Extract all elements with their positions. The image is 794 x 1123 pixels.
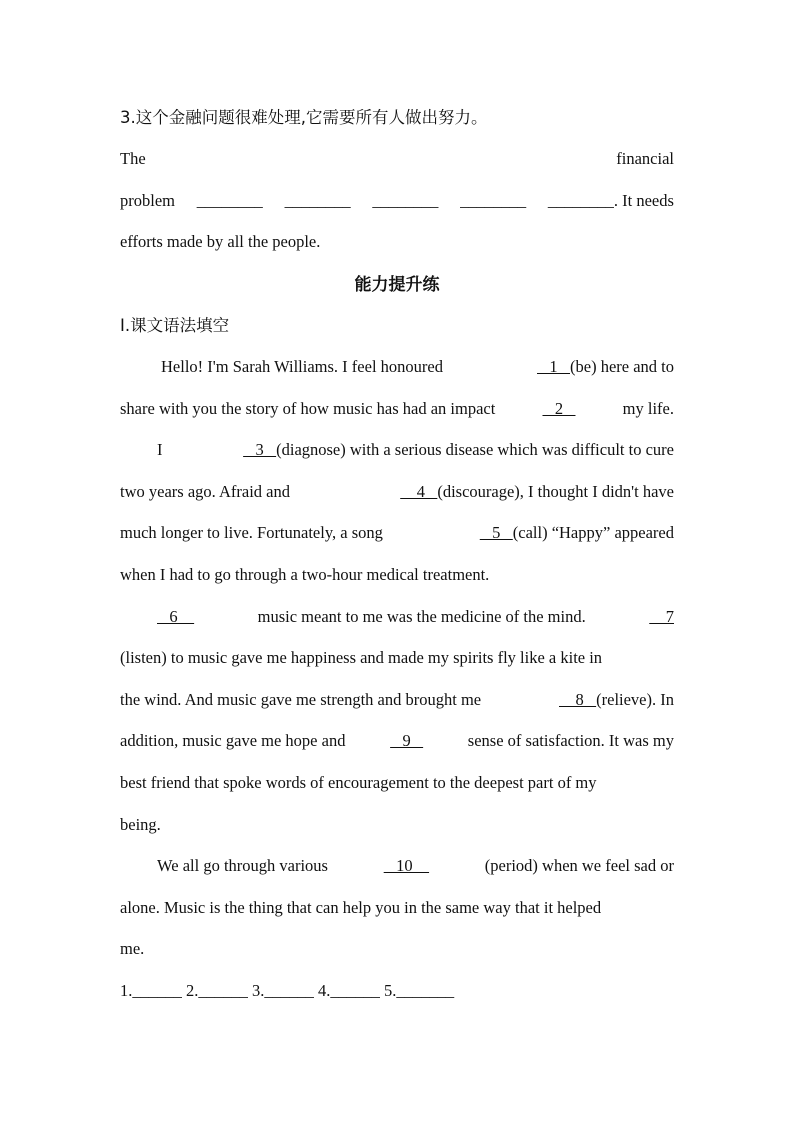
task3-line2 xyxy=(120,191,674,211)
p4-text-a: We all go through various xyxy=(157,856,328,875)
p2-text-g: (call) “Happy” appeared xyxy=(512,523,674,542)
answer-blank-4[interactable]: ______ xyxy=(330,981,380,1000)
p4-line2: alone. Music is the thing that can help you in the same way that it helped xyxy=(120,898,602,917)
p3-text-g: sense of satisfaction. It was my xyxy=(467,731,674,750)
task3-word-problem: problem xyxy=(120,191,175,210)
blank-6[interactable]: 6 xyxy=(157,607,195,626)
p1-blank-wrap xyxy=(537,357,674,377)
p1-text-c: (be) here and to xyxy=(570,357,674,376)
p1-text-d: share with you the story of how music has had an impact xyxy=(120,399,496,418)
p4-line1 xyxy=(120,856,674,876)
task3-blank-1[interactable]: ________ xyxy=(196,191,263,210)
p2-text-a: I xyxy=(157,440,163,459)
p2-line4: when I had to go through a two-hour medical treatment. xyxy=(120,565,490,584)
blank-10[interactable]: 10 xyxy=(383,856,430,875)
p2-line1 xyxy=(120,440,674,460)
p3-line3 xyxy=(120,690,674,710)
p2-blank4-wrap xyxy=(400,482,674,502)
answer-num-1: 1. xyxy=(120,981,133,1000)
answer-blank-1[interactable]: ______ xyxy=(132,981,182,1000)
p2-text-c: (diagnose) with a serious disease which was difficult to cure xyxy=(276,440,674,459)
p1-text-a: Hello! I'm Sarah Williams. I feel honoured xyxy=(161,357,443,376)
p2-line3 xyxy=(120,523,674,543)
blank-8[interactable]: 8 xyxy=(559,690,597,709)
task3-blank-5-wrap xyxy=(548,191,674,211)
task3-blank-4[interactable]: ________ xyxy=(460,191,527,210)
blank-9[interactable]: 9 xyxy=(390,731,424,750)
task3-blank-2[interactable]: ________ xyxy=(284,191,351,210)
p1-text-e: my life. xyxy=(622,399,674,418)
p2-text-e: (discourage), I thought I didn't have xyxy=(437,482,674,501)
blank-1[interactable]: 1 xyxy=(537,357,570,376)
p3-line1 xyxy=(120,607,674,627)
answer-blank-5[interactable]: _______ xyxy=(396,981,455,1000)
p3-text-f: addition, music gave me hope and xyxy=(120,731,346,750)
task3-word-financial: financial xyxy=(616,149,674,168)
p3-text-d: the wind. And music gave me strength and brought me xyxy=(120,690,482,709)
task3-blank-5[interactable]: ________ xyxy=(547,191,614,210)
p4-line3: me. xyxy=(120,939,145,958)
answer-line xyxy=(120,981,674,1001)
p3-text-a: music meant to me was the medicine of the mind. xyxy=(257,607,586,626)
p2-text-f: much longer to live. Fortunately, a song xyxy=(120,523,383,542)
p3-line2: (listen) to music gave me happiness and made my spirits fly like a kite in xyxy=(120,648,603,667)
answer-num-3: 3. xyxy=(252,981,265,1000)
answer-num-5: 5. xyxy=(384,981,397,1000)
p3-line6: being. xyxy=(120,815,161,834)
section-title: 能力提升练 xyxy=(354,275,440,295)
answer-blank-3[interactable]: ______ xyxy=(264,981,314,1000)
task3-line2-end: . It needs xyxy=(613,191,674,210)
p3-line5: best friend that spoke words of encouragement to the deepest part of my xyxy=(120,773,597,792)
p3-line4 xyxy=(120,731,674,751)
task3-word-the: The xyxy=(120,149,146,168)
task3-blank-3[interactable]: ________ xyxy=(372,191,439,210)
part1-title: Ⅰ.课文语法填空 xyxy=(120,316,230,335)
task3-line1 xyxy=(120,149,674,169)
blank-3[interactable]: 3 xyxy=(243,440,277,459)
p2-line2 xyxy=(120,482,674,502)
p2-blank5-wrap xyxy=(480,523,674,543)
blank-5[interactable]: 5 xyxy=(479,523,513,542)
p1-line1 xyxy=(120,357,674,377)
p2-text-d: two years ago. Afraid and xyxy=(120,482,290,501)
answer-num-4: 4. xyxy=(318,981,331,1000)
answer-num-2: 2. xyxy=(186,981,199,1000)
task3-prompt: 3.这个金融问题很难处理,它需要所有人做出努力。 xyxy=(120,108,488,127)
blank-2[interactable]: 2 xyxy=(542,399,576,418)
p1-line2 xyxy=(120,399,674,419)
p4-text-c: (period) when we feel sad or xyxy=(484,856,674,875)
blank-4[interactable]: 4 xyxy=(400,482,438,501)
p3-blank8-wrap xyxy=(559,690,674,710)
blank-7[interactable]: 7 xyxy=(649,607,674,626)
answer-blank-2[interactable]: ______ xyxy=(198,981,248,1000)
p3-text-e: (relieve). In xyxy=(596,690,674,709)
p2-blank-wrap xyxy=(243,440,674,460)
task3-line3: efforts made by all the people. xyxy=(120,232,321,251)
